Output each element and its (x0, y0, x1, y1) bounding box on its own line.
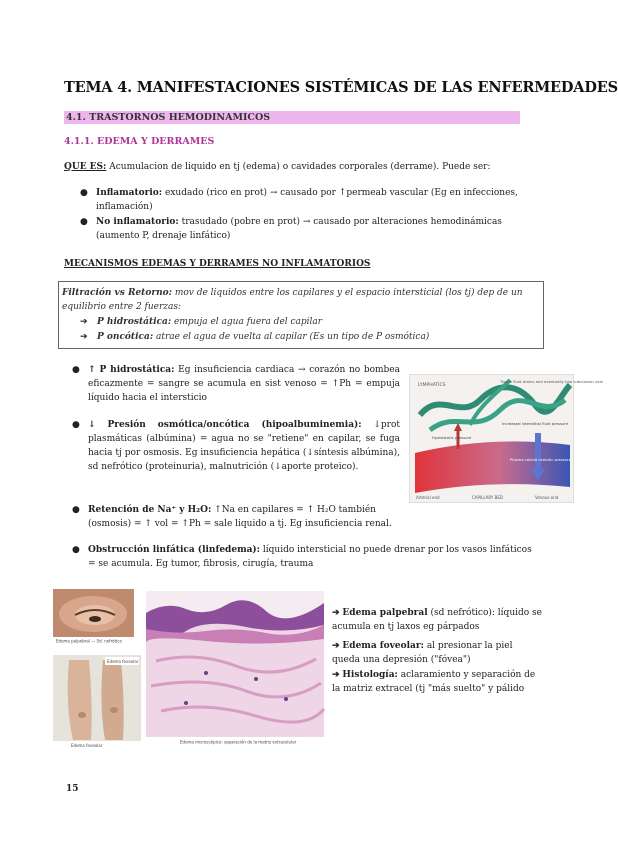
box-label: Filtración vs Retorno: (62, 288, 172, 298)
bullet-icon: ● (80, 217, 88, 227)
eye-photo-graphic (53, 589, 134, 644)
mechanism-text: Eg insuficiencia cardiaca → corazón no bombea eficazmente = sangre se acumula en sist venoso = ↑Ph = empuja líquido hacia el intersticio (88, 365, 400, 403)
bullet-icon: ● (80, 188, 88, 198)
note-label: Edema palpebral (342, 608, 428, 618)
photo-caption: Edema palpebral — Sd. nefrótico (56, 638, 122, 644)
note-text: al presionar la piel queda una depresión ("fóvea") (332, 641, 513, 665)
mechanism-label: ↑ P hidrostática: (88, 365, 175, 375)
photo-caption: Edema microscópico: separación de la matriz extracelular (180, 739, 297, 745)
diagram-label: Tissue fluid drains and eventually into subclavian vein (500, 379, 604, 384)
arrow-icon: ➔ (332, 608, 340, 618)
histology-photo-graphic (146, 591, 324, 746)
type-label: No inflamatorio: (96, 217, 179, 227)
bullet-icon: ● (72, 365, 80, 375)
type-text: trasudado (pobre en prot) → causado por alteraciones hemodinámicas (aumento P, drenaje linfático) (96, 217, 502, 241)
legs-edema-photo (53, 655, 141, 749)
mechanism-item (88, 363, 400, 405)
mechanism-label: Obstrucción linfática (linfedema): (88, 545, 260, 555)
note-text: (sd nefrótico): líquido se acumula en tj laxos eg párpados (332, 608, 542, 632)
diagram-label: CAPILLARY BED (472, 495, 503, 500)
box-item-text: empuja el agua fuera del capilar (174, 317, 323, 327)
definition-label: QUE ES: (64, 162, 107, 172)
subsection-heading: 4.1.1. EDEMA Y DERRAMES (64, 136, 215, 147)
note-item (332, 668, 542, 696)
mechanism-text: ↑Na en capilares = ↑ H₂O también (osmosis) = ↑ vol = ↑Ph = sale liquido a tj. Eg insuficiencia renal. (88, 505, 392, 529)
mechanism-label: ↓ Presión osmótica/oncótica (hipoalbuminemia): (88, 420, 362, 430)
bullet-icon: ● (72, 545, 80, 555)
box-item (97, 330, 537, 344)
type-text: exudado (rico en prot) → causado por ↑permeab vascular (Eg en infecciones, inflamación) (96, 188, 518, 212)
arrow-icon: ➔ (80, 332, 88, 342)
photo-caption: Edema foveolar (71, 743, 103, 748)
mechanism-text: líquido intersticial no puede drenar por los vasos linfáticos = se acumula. Eg tumor, fibrosis, cirugía, trauma (88, 545, 532, 569)
arrow-icon: ➔ (80, 317, 88, 327)
box-item-label: P hidrostática: (97, 317, 172, 327)
note-item (332, 606, 542, 634)
bullet-icon: ● (72, 505, 80, 515)
note-text: aclaramiento y separación de la matriz extracel (tj "más suelto" y pálido (332, 670, 536, 694)
mechanism-item (88, 418, 400, 474)
definition-paragraph (64, 160, 534, 174)
diagram-label: Arterial end (416, 495, 440, 500)
section-heading: 4.1. TRASTORNOS HEMODINAMICOS (66, 112, 271, 123)
box-item (97, 315, 537, 329)
note-label: Histología: (342, 670, 398, 680)
note-item (332, 639, 542, 667)
histology-photo (146, 591, 324, 746)
box-paragraph (62, 286, 538, 314)
mechanism-label: Retención de Na⁺ y H₂O: (88, 505, 212, 515)
page-number: 15 (66, 784, 79, 794)
definition-text: Acumulacion de liquido en tj (edema) o cavidades corporales (derrame). Puede ser: (109, 162, 491, 172)
bullet-icon: ● (72, 420, 80, 430)
arrow-icon: ➔ (332, 641, 340, 651)
page-title: TEMA 4. MANIFESTACIONES SISTÉMICAS DE LAS ENFERMEDADES (64, 79, 618, 96)
box-item-text: atrae el agua de vuelta al capilar (Es un tipo de P osmótica) (156, 332, 430, 342)
box-text: mov de liquidos entre los capilares y el espacio intersticial (los tj) dep de un equilibrio entre 2 fuerzas: (62, 288, 523, 312)
diagram-label: Increased interstitial fluid pressure (502, 421, 569, 426)
note-label: Edema foveolar: (342, 641, 424, 651)
mechanism-text: ↓prot plasmáticas (albúmina) = agua no se "retiene" en capilar, se fuga hacia tj por osmosis. Eg insuficiencia hepática (↓síntesis albúmina), sd nefrótico (proteinuria), malnutrición (↓aporte proteico). (88, 420, 400, 472)
diagram-label: Venous end (535, 495, 559, 500)
legs-photo-graphic (53, 655, 141, 749)
eye-edema-photo (53, 589, 134, 644)
capillary-diagram-image (409, 374, 604, 503)
capillary-diagram-graphic (410, 375, 604, 502)
diagram-label: Hydrostatic pressure (432, 435, 472, 440)
mechanism-item (88, 543, 538, 571)
box-item-label: P oncótica: (97, 332, 154, 342)
list-item (96, 215, 536, 243)
type-label: Inflamatorio: (96, 188, 163, 198)
diagram-label: Plasma colloid osmotic pressure (510, 457, 571, 462)
mechanism-item (88, 503, 400, 531)
arrow-icon: ➔ (332, 670, 340, 680)
mechanisms-heading: MECANISMOS EDEMAS Y DERRAMES NO INFLAMATORIOS (64, 259, 371, 269)
photo-caption: Edema foveolar (107, 659, 139, 664)
diagram-label: LYMPHATICS (418, 383, 446, 388)
list-item (96, 186, 536, 214)
